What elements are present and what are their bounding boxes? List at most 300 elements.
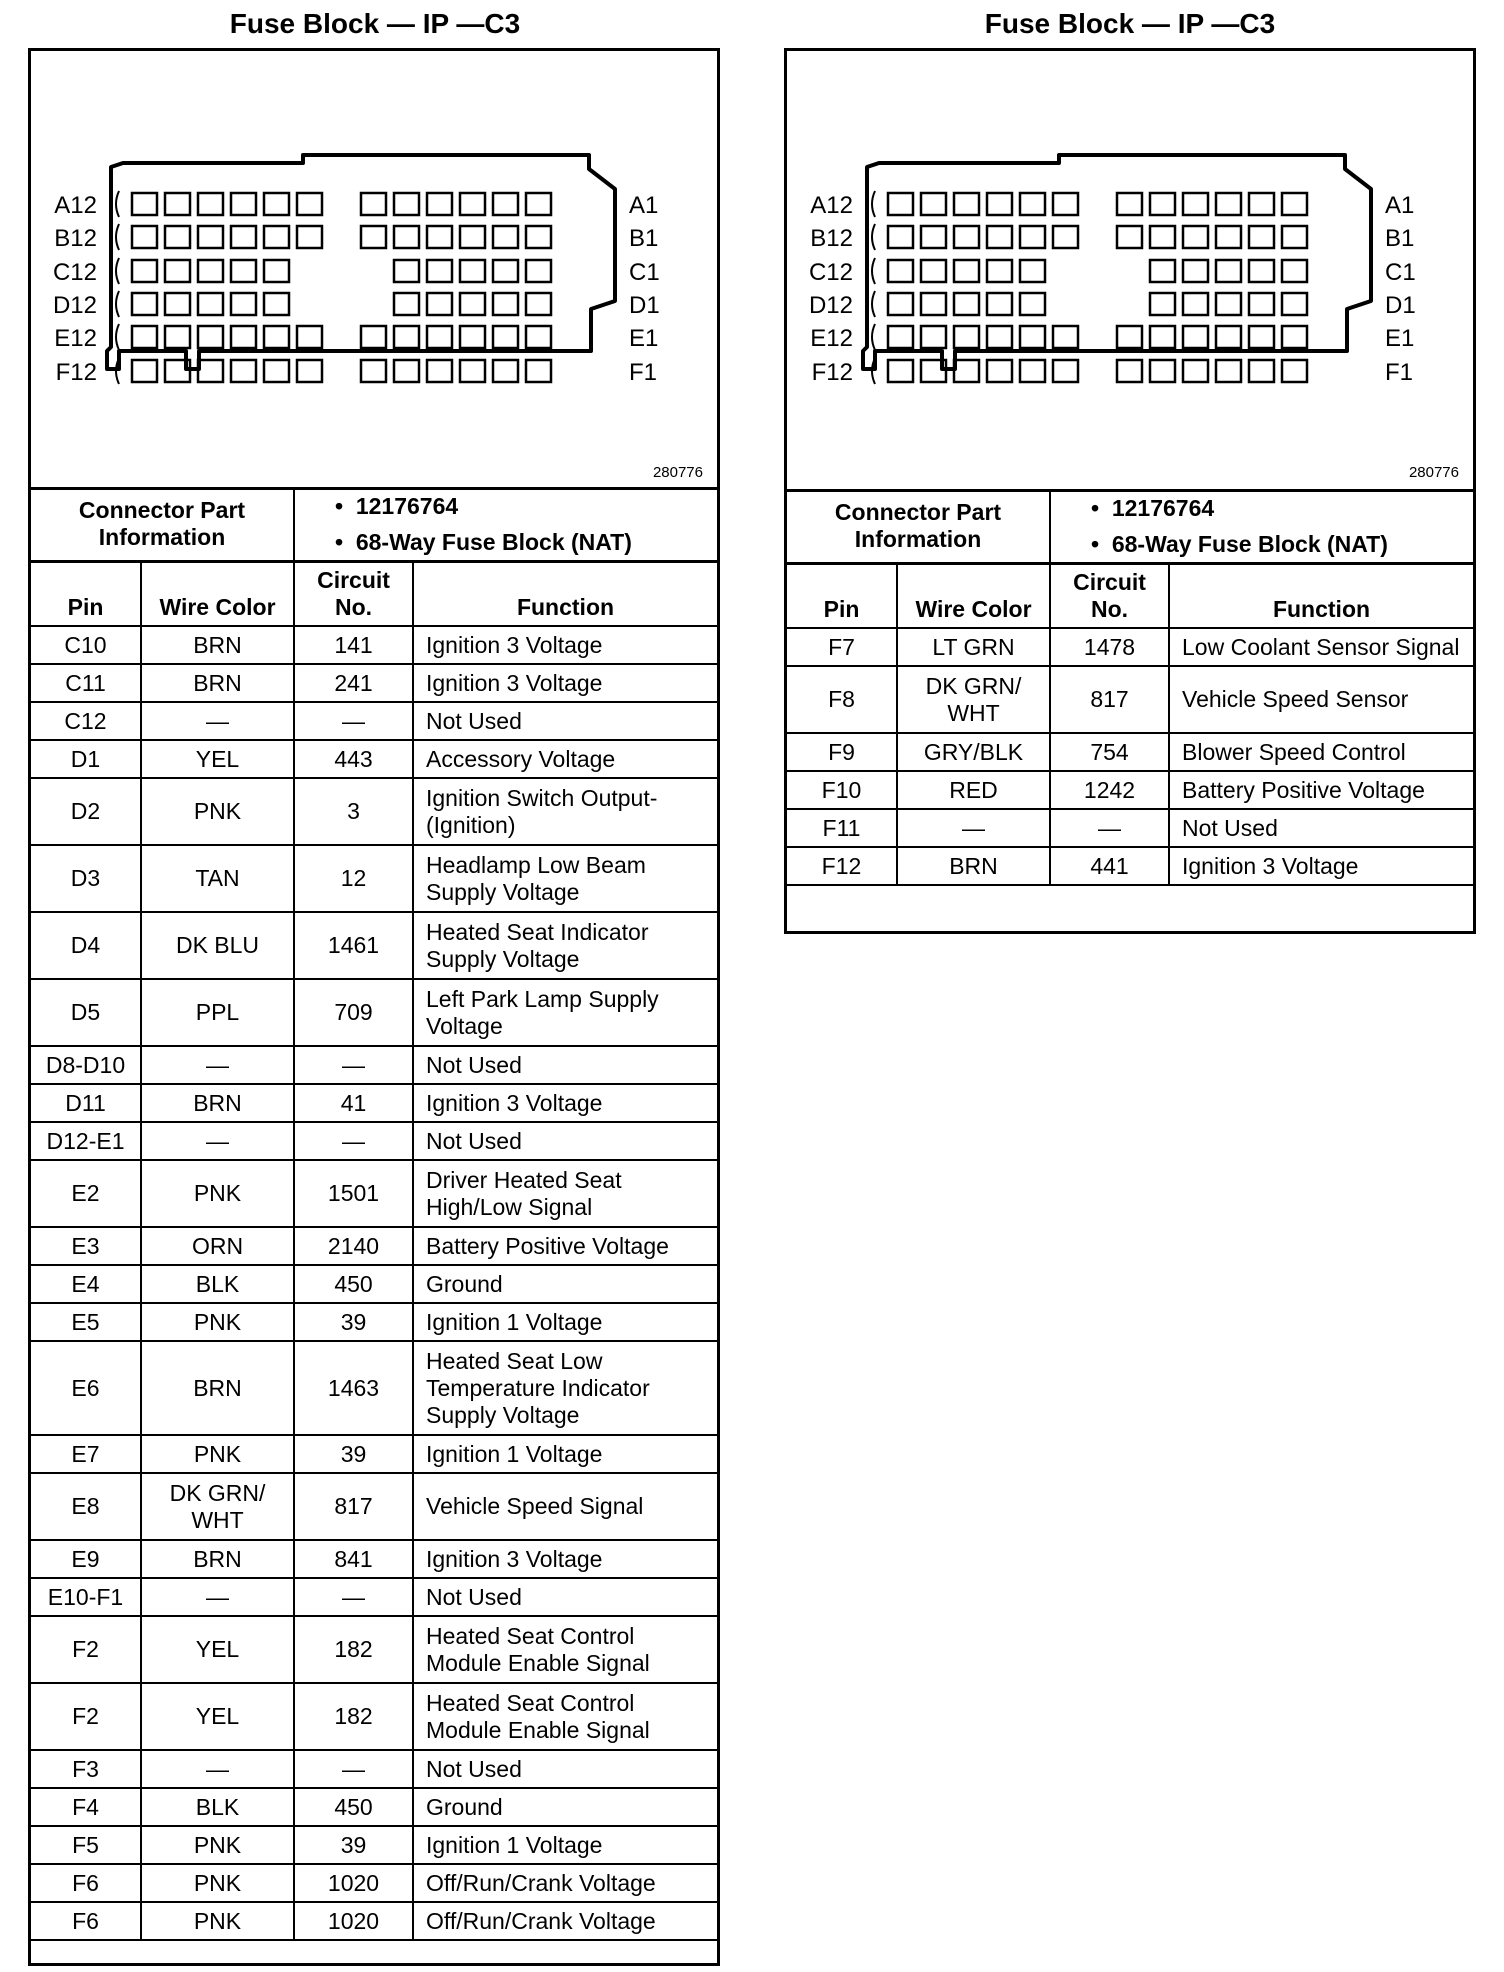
function-cell: Ignition 1 Voltage — [413, 1435, 717, 1473]
pin-row — [787, 666, 1473, 733]
terminal-slot — [264, 193, 289, 215]
wire-color-cell: — — [897, 809, 1050, 847]
terminal-slot — [427, 293, 452, 315]
terminal-slot — [427, 260, 452, 282]
pin-cell: C10 — [31, 626, 141, 664]
wire-color-cell: — — [141, 702, 294, 740]
terminal-slot — [526, 226, 551, 248]
pin-row — [31, 626, 717, 664]
row-bracket — [872, 258, 875, 284]
circuit-cell: — — [294, 702, 413, 740]
left-connector-diagram — [31, 51, 717, 490]
terminal-slot — [460, 260, 485, 282]
pin-row — [31, 740, 717, 778]
circuit-cell: — — [294, 1750, 413, 1788]
wire-color-cell: BRN — [141, 1540, 294, 1578]
circuit-cell: 817 — [294, 1473, 413, 1540]
terminal-slot — [1183, 193, 1208, 215]
pin-cell: D11 — [31, 1084, 141, 1122]
left-header-function: Function — [413, 562, 717, 626]
terminal-slot — [198, 326, 223, 348]
right-diagram-id: 280776 — [1408, 464, 1459, 481]
terminal-slot — [132, 360, 157, 382]
left-part-number: • 12176764 — [335, 492, 459, 519]
wire-color-cell: BRN — [141, 626, 294, 664]
terminal-slot — [427, 360, 452, 382]
wire-color-cell: BRN — [141, 664, 294, 702]
terminal-slot — [198, 226, 223, 248]
terminal-slot — [987, 193, 1012, 215]
circuit-cell: 39 — [294, 1303, 413, 1341]
terminal-slot — [1216, 193, 1241, 215]
terminal-slot — [394, 293, 419, 315]
pin-row — [31, 1750, 717, 1788]
row-label-right: A1 — [1385, 192, 1415, 219]
terminal-slot — [231, 360, 256, 382]
right-part-desc: • 68-Way Fuse Block (NAT) — [1091, 530, 1388, 557]
terminal-slot — [1053, 326, 1078, 348]
wire-color-cell: ORN — [141, 1227, 294, 1265]
terminal-slot — [427, 193, 452, 215]
row-label-left: E12 — [810, 325, 853, 352]
wire-color-cell: YEL — [141, 1616, 294, 1683]
function-cell: Heated Seat Low Temperature Indicator Supply Voltage — [413, 1341, 717, 1435]
circuit-cell: 443 — [294, 740, 413, 778]
wire-color-cell: BLK — [141, 1788, 294, 1826]
terminal-slot — [1150, 326, 1175, 348]
row-bracket — [872, 191, 875, 217]
terminal-slot — [987, 293, 1012, 315]
terminal-slot — [297, 226, 322, 248]
terminal-slot — [198, 260, 223, 282]
terminal-slot — [493, 226, 518, 248]
row-label-right: C1 — [629, 259, 660, 286]
wire-color-cell: — — [141, 1122, 294, 1160]
row-label-left: C12 — [808, 259, 853, 286]
terminal-slot — [427, 326, 452, 348]
wire-color-cell: BLK — [141, 1265, 294, 1303]
pin-row — [31, 1578, 717, 1616]
terminal-slot — [297, 326, 322, 348]
circuit-cell: 817 — [1050, 666, 1169, 733]
pin-row — [31, 1616, 717, 1683]
terminal-slot — [888, 260, 913, 282]
terminal-slot — [888, 360, 913, 382]
pin-cell: F3 — [31, 1750, 141, 1788]
function-cell: Not Used — [413, 1750, 717, 1788]
left-part-desc: • 68-Way Fuse Block (NAT) — [335, 528, 632, 555]
wire-color-cell: DK BLU — [141, 912, 294, 979]
pin-row — [787, 628, 1473, 666]
function-cell: Off/Run/Crank Voltage — [413, 1902, 717, 1940]
pin-row — [31, 845, 717, 912]
row-label-right: F1 — [629, 359, 658, 386]
terminal-slot — [1249, 226, 1274, 248]
right-connector-values — [1050, 489, 1473, 563]
circuit-cell: 12 — [294, 845, 413, 912]
terminal-slot — [1117, 193, 1142, 215]
terminal-slot — [1249, 360, 1274, 382]
right-part-number: • 12176764 — [1091, 494, 1215, 521]
wire-color-cell: — — [141, 1046, 294, 1084]
right-connector-diagram — [787, 51, 1473, 492]
pin-cell: F12 — [787, 847, 897, 885]
wire-color-cell: — — [141, 1750, 294, 1788]
pin-cell: C12 — [31, 702, 141, 740]
function-cell: Battery Positive Voltage — [413, 1227, 717, 1265]
wire-color-cell: BRN — [897, 847, 1050, 885]
terminal-slot — [1249, 260, 1274, 282]
terminal-slot — [264, 260, 289, 282]
row-label-left: F12 — [811, 359, 853, 386]
pin-cell: E6 — [31, 1341, 141, 1435]
row-label-right: F1 — [1385, 359, 1414, 386]
terminal-slot — [1216, 293, 1241, 315]
terminal-slot — [1282, 226, 1307, 248]
right-connector-info — [787, 489, 1473, 564]
terminal-slot — [231, 326, 256, 348]
terminal-slot — [1150, 260, 1175, 282]
terminal-slot — [1183, 260, 1208, 282]
circuit-cell: 754 — [1050, 733, 1169, 771]
circuit-cell: 1242 — [1050, 771, 1169, 809]
terminal-slot — [921, 260, 946, 282]
pin-cell: D3 — [31, 845, 141, 912]
terminal-slot — [1150, 226, 1175, 248]
pin-cell: E5 — [31, 1303, 141, 1341]
function-cell: Ignition 3 Voltage — [413, 626, 717, 664]
left-connector-values — [294, 487, 717, 561]
terminal-slot — [888, 226, 913, 248]
pin-cell: F6 — [31, 1902, 141, 1940]
terminal-slot — [1150, 360, 1175, 382]
terminal-slot — [1249, 293, 1274, 315]
circuit-cell: 182 — [294, 1616, 413, 1683]
pin-row — [31, 1160, 717, 1227]
terminal-slot — [1282, 193, 1307, 215]
pin-cell: E9 — [31, 1540, 141, 1578]
terminal-slot — [1053, 226, 1078, 248]
wire-color-cell: YEL — [141, 1683, 294, 1750]
row-label-right: B1 — [629, 225, 659, 252]
row-label-right: A1 — [629, 192, 659, 219]
wire-color-cell: — — [141, 1578, 294, 1616]
pin-cell: C11 — [31, 664, 141, 702]
pin-row — [31, 1864, 717, 1902]
pin-row — [787, 771, 1473, 809]
terminal-slot — [264, 326, 289, 348]
function-cell: Heated Seat Indicator Supply Voltage — [413, 912, 717, 979]
circuit-cell: 441 — [1050, 847, 1169, 885]
terminal-slot — [165, 260, 190, 282]
terminal-slot — [1282, 360, 1307, 382]
terminal-slot — [1020, 326, 1045, 348]
function-cell: Heated Seat Control Module Enable Signal — [413, 1616, 717, 1683]
terminal-slot — [1020, 226, 1045, 248]
wire-color-cell: DK GRN/ WHT — [897, 666, 1050, 733]
right-header-function: Function — [1169, 564, 1473, 628]
pin-cell: F6 — [31, 1864, 141, 1902]
terminal-slot — [460, 326, 485, 348]
circuit-cell: — — [294, 1578, 413, 1616]
left-diagram-id: 280776 — [652, 464, 703, 481]
pin-row — [31, 1303, 717, 1341]
terminal-slot — [921, 226, 946, 248]
terminal-slot — [165, 193, 190, 215]
row-label-left: B12 — [54, 225, 97, 252]
function-cell: Headlamp Low Beam Supply Voltage — [413, 845, 717, 912]
terminal-slot — [1183, 293, 1208, 315]
terminal-slot — [231, 193, 256, 215]
terminal-slot — [526, 260, 551, 282]
terminal-slot — [888, 193, 913, 215]
terminal-slot — [198, 293, 223, 315]
row-bracket — [872, 224, 875, 250]
function-cell: Ground — [413, 1265, 717, 1303]
terminal-slot — [954, 260, 979, 282]
pin-row — [31, 1540, 717, 1578]
left-connector-svg — [31, 51, 717, 487]
terminal-slot — [1249, 193, 1274, 215]
function-cell: Ignition 3 Voltage — [413, 1084, 717, 1122]
row-label-left: F12 — [55, 359, 97, 386]
wire-color-cell: PNK — [141, 778, 294, 845]
wire-color-cell: DK GRN/ WHT — [141, 1473, 294, 1540]
left-pin-table — [31, 561, 717, 1941]
function-cell: Ignition 3 Voltage — [413, 1540, 717, 1578]
circuit-cell: 841 — [294, 1540, 413, 1578]
left-title: Fuse Block — IP —C3 — [229, 8, 521, 39]
terminal-slot — [460, 193, 485, 215]
pin-row — [31, 912, 717, 979]
terminal-slot — [460, 293, 485, 315]
terminal-slot — [921, 293, 946, 315]
right-connector-label: Connector Part Information — [787, 489, 1050, 563]
terminal-slot — [264, 226, 289, 248]
terminal-slot — [987, 226, 1012, 248]
wire-color-cell: PNK — [141, 1303, 294, 1341]
right-connector-svg — [787, 51, 1473, 489]
pin-cell: D1 — [31, 740, 141, 778]
terminal-slot — [1053, 193, 1078, 215]
wire-color-cell: LT GRN — [897, 628, 1050, 666]
wire-color-cell: PNK — [141, 1826, 294, 1864]
function-cell: Not Used — [413, 1046, 717, 1084]
terminal-slot — [132, 293, 157, 315]
right-header-wire: Wire Color — [897, 564, 1050, 628]
right-pin-table — [787, 563, 1473, 886]
left-header-wire: Wire Color — [141, 562, 294, 626]
terminal-slot — [1020, 293, 1045, 315]
terminal-slot — [394, 360, 419, 382]
terminal-slot — [297, 193, 322, 215]
wire-color-cell: PNK — [141, 1902, 294, 1940]
terminal-slot — [132, 193, 157, 215]
terminal-slot — [493, 260, 518, 282]
pin-row — [31, 1826, 717, 1864]
circuit-cell: 41 — [294, 1084, 413, 1122]
left-connector-info — [31, 487, 717, 562]
right-frame — [784, 48, 1476, 934]
terminal-slot — [165, 226, 190, 248]
pin-cell: D4 — [31, 912, 141, 979]
circuit-cell: 2140 — [294, 1227, 413, 1265]
terminal-slot — [1183, 326, 1208, 348]
circuit-cell: — — [294, 1122, 413, 1160]
function-cell: Battery Positive Voltage — [1169, 771, 1473, 809]
terminal-slot — [1150, 193, 1175, 215]
circuit-cell: 3 — [294, 778, 413, 845]
terminal-slot — [987, 326, 1012, 348]
function-cell: Ignition 1 Voltage — [413, 1826, 717, 1864]
terminal-slot — [165, 326, 190, 348]
terminal-slot — [1282, 293, 1307, 315]
row-label-right: B1 — [1385, 225, 1415, 252]
terminal-slot — [165, 293, 190, 315]
terminal-slot — [1020, 193, 1045, 215]
row-label-right: E1 — [629, 325, 659, 352]
terminal-slot — [1216, 260, 1241, 282]
pin-cell: D5 — [31, 979, 141, 1046]
wire-color-cell: BRN — [141, 1084, 294, 1122]
terminal-slot — [264, 360, 289, 382]
pin-row — [31, 664, 717, 702]
terminal-slot — [954, 226, 979, 248]
row-label-left: C12 — [52, 259, 97, 286]
pin-cell: D12-E1 — [31, 1122, 141, 1160]
terminal-slot — [1020, 260, 1045, 282]
circuit-cell: 241 — [294, 664, 413, 702]
left-header-pin: Pin — [31, 562, 141, 626]
row-label-right: E1 — [1385, 325, 1415, 352]
pin-cell: E4 — [31, 1265, 141, 1303]
function-cell: Ignition Switch Output-(Ignition) — [413, 778, 717, 845]
row-bracket — [116, 324, 119, 350]
terminal-slot — [1117, 360, 1142, 382]
pin-row — [31, 1788, 717, 1826]
circuit-cell: 1461 — [294, 912, 413, 979]
right-title: Fuse Block — IP —C3 — [984, 8, 1276, 39]
function-cell: Vehicle Speed Signal — [413, 1473, 717, 1540]
row-label-right: C1 — [1385, 259, 1416, 286]
row-bracket — [872, 291, 875, 317]
pin-row — [31, 1473, 717, 1540]
circuit-cell: 39 — [294, 1826, 413, 1864]
row-label-left: B12 — [810, 225, 853, 252]
pin-cell: E7 — [31, 1435, 141, 1473]
terminal-slot — [1216, 360, 1241, 382]
pin-cell: F9 — [787, 733, 897, 771]
terminal-slot — [132, 326, 157, 348]
circuit-cell: 1501 — [294, 1160, 413, 1227]
circuit-cell: 1478 — [1050, 628, 1169, 666]
wire-color-cell: PNK — [141, 1435, 294, 1473]
wire-color-cell: PNK — [141, 1160, 294, 1227]
terminal-slot — [361, 193, 386, 215]
terminal-slot — [394, 193, 419, 215]
terminal-slot — [394, 260, 419, 282]
pin-cell: F5 — [31, 1826, 141, 1864]
terminal-slot — [231, 293, 256, 315]
pin-cell: F7 — [787, 628, 897, 666]
row-label-left: A12 — [54, 192, 97, 219]
terminal-slot — [264, 293, 289, 315]
function-cell: Not Used — [413, 1578, 717, 1616]
function-cell: Ignition 3 Voltage — [1169, 847, 1473, 885]
circuit-cell: — — [294, 1046, 413, 1084]
pin-row — [31, 1122, 717, 1160]
terminal-slot — [1282, 260, 1307, 282]
pin-row — [31, 702, 717, 740]
left-header-circuit: Circuit No. — [294, 562, 413, 626]
wire-color-cell: PNK — [141, 1864, 294, 1902]
pin-cell: E2 — [31, 1160, 141, 1227]
terminal-slot — [888, 326, 913, 348]
terminal-slot — [493, 360, 518, 382]
pin-row — [31, 1265, 717, 1303]
wire-color-cell: BRN — [141, 1341, 294, 1435]
wire-color-cell: PPL — [141, 979, 294, 1046]
function-cell: Driver Heated Seat High/Low Signal — [413, 1160, 717, 1227]
terminal-slot — [1117, 226, 1142, 248]
pin-row — [787, 847, 1473, 885]
pin-cell: F2 — [31, 1616, 141, 1683]
terminal-slot — [888, 293, 913, 315]
function-cell: Not Used — [1169, 809, 1473, 847]
pin-row — [787, 733, 1473, 771]
pin-row — [31, 1227, 717, 1265]
terminal-slot — [361, 226, 386, 248]
terminal-slot — [954, 360, 979, 382]
right-header-pin: Pin — [787, 564, 897, 628]
pin-cell: D2 — [31, 778, 141, 845]
terminal-slot — [1117, 326, 1142, 348]
left-frame — [28, 48, 720, 1966]
function-cell: Vehicle Speed Sensor — [1169, 666, 1473, 733]
row-bracket — [872, 324, 875, 350]
function-cell: Not Used — [413, 1122, 717, 1160]
terminal-slot — [526, 193, 551, 215]
circuit-cell: 1020 — [294, 1902, 413, 1940]
terminal-slot — [1183, 226, 1208, 248]
row-label-right: D1 — [629, 292, 660, 319]
pin-row — [31, 1683, 717, 1750]
terminal-slot — [1249, 326, 1274, 348]
terminal-slot — [526, 326, 551, 348]
terminal-slot — [1216, 326, 1241, 348]
pin-cell: F8 — [787, 666, 897, 733]
row-label-left: D12 — [808, 292, 853, 319]
pin-cell: E10-F1 — [31, 1578, 141, 1616]
circuit-cell: 709 — [294, 979, 413, 1046]
terminal-slot — [460, 226, 485, 248]
pin-row — [31, 979, 717, 1046]
right-header-circuit: Circuit No. — [1050, 564, 1169, 628]
terminal-slot — [954, 326, 979, 348]
terminal-slot — [361, 360, 386, 382]
pin-cell: F10 — [787, 771, 897, 809]
pin-row — [31, 1341, 717, 1435]
terminal-slot — [526, 293, 551, 315]
terminal-slot — [198, 360, 223, 382]
function-cell: Low Coolant Sensor Signal — [1169, 628, 1473, 666]
terminal-slot — [987, 360, 1012, 382]
circuit-cell: 141 — [294, 626, 413, 664]
circuit-cell: — — [1050, 809, 1169, 847]
terminal-slot — [1183, 360, 1208, 382]
terminal-slot — [954, 293, 979, 315]
circuit-cell: 1020 — [294, 1864, 413, 1902]
